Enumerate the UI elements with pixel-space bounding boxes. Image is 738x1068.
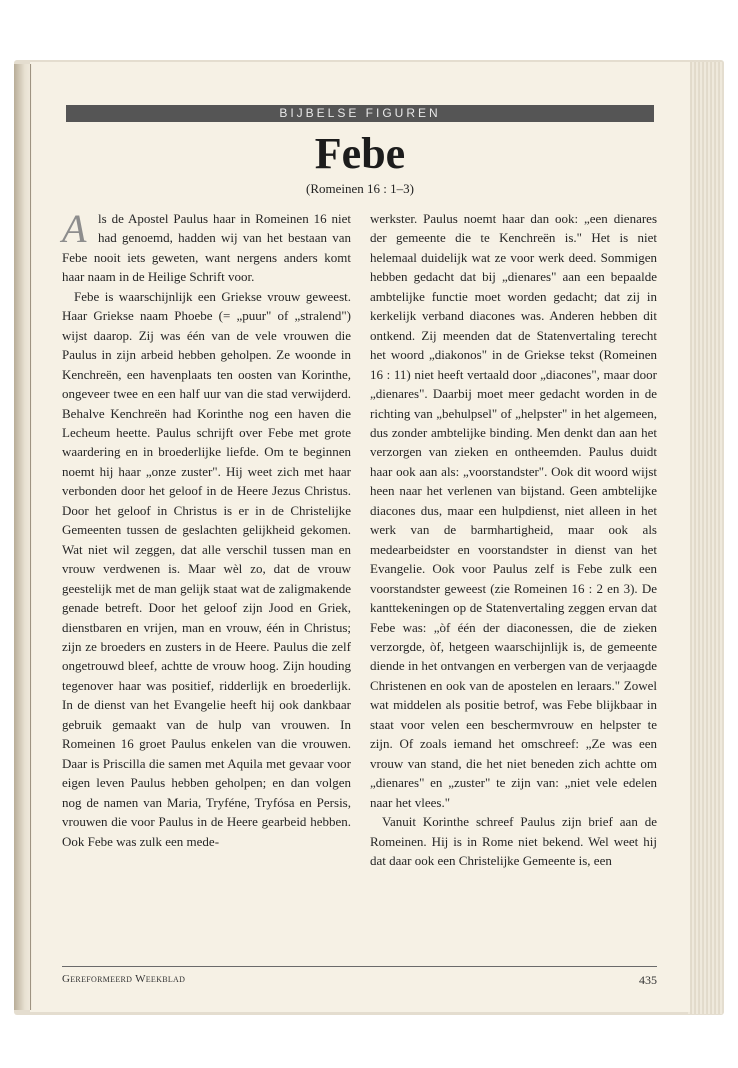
publication-name: Gereformeerd Weekblad — [62, 973, 186, 985]
left-column — [62, 206, 351, 851]
body-paragraph: Febe is waarschijnlijk een Griekse vrouw geweest. Haar Griekse naam Phoebe (= „puur" of „stralend") wijst daarop. Zij was één van de vele vrouwen die Paulus in zijn arbeid hebben geholpen. Ze woonde in Kenchreën, een havenplaats ten oosten van Korinthe, ongeveer twee en een half uur van die stad verwijderd. Behalve Kenchreën had Korinthe nog een haven die Lecheum heette. Paulus schrijft over Febe met grote waardering en in broederlijke liefde. Om te beginnen noemt hij haar „onze zuster". Hij weet zich met haar verbonden door het geloof in de Heere Jezus Christus. Door het geloof in Christus is er in de Christelijke Gemeenten tussen de geslachten gelijkheid gekomen. Wat niet wil zeggen, dat alle verschil tussen man en vrouw verdwenen is. Maar wèl zo, dat de vrouw geestelijk met de man gelijk staat wat de zaligmakende genade betreft. Door het geloof zijn Jood en Griek, dienstbaren en vrijen, man en vrouw, één in Christus; zijn ze broeders en zusters in de Heere. Paulus die zelf ongetrouwd bleef, achtte de vrouw hoog. Zijn houding tegenover haar was positief, ridderlijk en broederlijk. In de dienst van het Evangelie heeft hij ook dankbaar gebruik gemaakt van de hulp van vrouwen. In Romeinen 16 groet Paulus enkelen van die vrouwen. Daar is Priscilla die samen met Aquila met gevaar voor eigen leven Paulus hebben geholpen; en dan volgen nog de namen van Maria, Tryféne, Tryfósa en Persis, vrouwen die voor Paulus in de Heere gearbeid hebben. Ook Febe was zulk een mede- — [62, 288, 351, 849]
body-paragraph: werkster. Paulus noemt haar dan ook: „een dienares der gemeente die te Kenchreën is." Het is niet helemaal duidelijk wat ze voor werk deed. Sommigen hebben gedacht dat bij „dienares" aan een bepaalde ambtelijke functie moet worden gedacht; dat zij in kerkelijk verband diacones was. Anderen hebben dit ontkend. Zij meenden dat de Statenvertaling terecht het woord „diakonos" in de Griekse tekst (Romeinen 16 : 11) niet heeft vertaald door „diacones", maar door „dienares". Daarbij moet meer gedacht worden in de richting van „behulpsel" of „helpster" in het algemeen, dus zonder ambtelijke binding. Men denkt dan aan het verzorgen van zieken en ontheemden. Paulus duidt haar ook aan als: „voorstandster". Ook dit woord wijst heen naar het verlenen van bijstand. Geen ambtelijke diacones dus, maar een hulpdienst, niet alleen in het werk van de barmhartigheid, maar ook als medearbeidster en voorstandster in dienst van het Evangelie. Ook voor Paulus zelf is Febe zulk een voorstandster geweest (zie Romeinen 16 : 2 en 3). De kanttekeningen op de Statenvertaling zeggen ervan dat Febe was: „òf één der diaconessen, die de zieken verzorgde, òf, hetgeen waarschijnlijk is, de gemeente diende in het ontvangen en verbergen van de verjaagde Christenen en ook van de apostelen en leraars." Zowel wat middelen als positie betrof, was Febe blijkbaar in staat voor velen een beschermvrouw en helpster te zijn. Of zoals iemand het omschreef: „Ze was een vrouw van stand, die het niet beneden zich achtte om „dienares" en „zuster" te zijn van: „niet vele edelen naar het vlees." — [370, 211, 657, 810]
right-column — [370, 209, 657, 870]
intro-text: ls de Apostel Paulus haar in Romeinen 16 niet had genoemd, hadden wij van het bestaan van Febe nooit iets geweten, want nergens anders komt haar naam in de Heilige Schrift voor. — [62, 211, 351, 285]
drop-cap: A — [62, 206, 87, 251]
spine-line — [30, 64, 31, 1010]
article-title: Febe — [314, 129, 406, 178]
bible-reference: (Romeinen 16 : 1–3) — [306, 181, 414, 196]
page-number: 435 — [639, 973, 657, 987]
footer-rule — [62, 966, 657, 967]
intro-paragraph — [62, 206, 351, 287]
body-paragraph: Vanuit Korinthe schreef Paulus zijn brief aan de Romeinen. Hij is in Rome niet bekend. Wel weet hij dat daar ook een Christelijke Gemeente is, een — [370, 814, 657, 868]
page-edges — [688, 62, 722, 1014]
category-banner: BIJBELSE FIGUREN — [66, 105, 654, 122]
